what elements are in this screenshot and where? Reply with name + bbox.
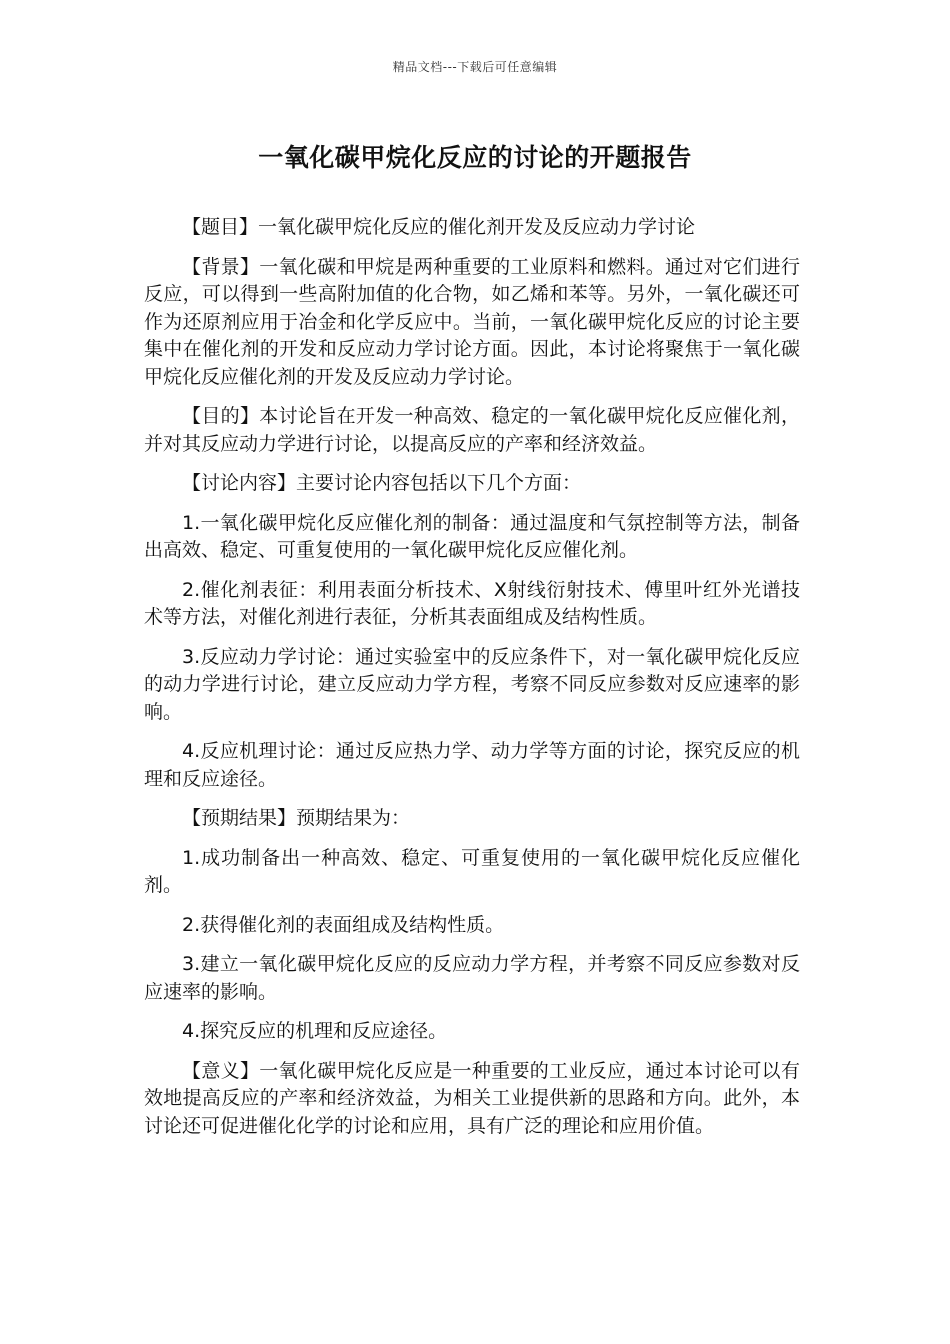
paragraph-expected-item-2: 2.获得催化剂的表面组成及结构性质。	[182, 913, 505, 936]
paragraph-background: 【背景】一氧化碳和甲烷是两种重要的工业原料和燃料。通过对它们进行反应，可以得到一些高附加值的化合物，如乙烯和苯等。另外，一氧化碳还可作为还原剂应用于冶金和化学反应中。当前，一氧化碳甲烷化反应的讨论主要集中在催化剂的开发和反应动力学讨论方面。因此，本讨论将聚焦于一氧化碳甲烷化反应催化剂的开发及反应动力学讨论。	[144, 255, 800, 388]
header-note: 精品文档---下载后可任意编辑	[392, 60, 558, 74]
document-title: 一氧化碳甲烷化反应的讨论的开题报告	[258, 143, 692, 172]
paragraph-content-item-1: 1.一氧化碳甲烷化反应催化剂的制备：通过温度和气氛控制等方法，制备出高效、稳定、可重复使用的一氧化碳甲烷化反应催化剂。	[144, 511, 800, 561]
document-body	[144, 214, 800, 1152]
paragraph-purpose: 【目的】本讨论旨在开发一种高效、稳定的一氧化碳甲烷化反应催化剂，并对其反应动力学进行讨论，以提高反应的产率和经济效益。	[144, 405, 800, 455]
paragraph-content-item-4: 4.反应机理讨论：通过反应热力学、动力学等方面的讨论，探究反应的机理和反应途径。	[144, 740, 800, 790]
paragraph-content-item-3: 3.反应动力学讨论：通过实验室中的反应条件下，对一氧化碳甲烷化反应的动力学进行讨论，建立反应动力学方程，考察不同反应参数对反应速率的影响。	[144, 645, 800, 723]
paragraph-expected-item-4: 4.探究反应的机理和反应途径。	[182, 1020, 448, 1042]
paragraph-topic: 【题目】一氧化碳甲烷化反应的催化剂开发及反应动力学讨论	[182, 216, 696, 238]
paragraph-significance: 【意义】一氧化碳甲烷化反应是一种重要的工业反应，通过本讨论可以有效地提高反应的产率和经济效益，为相关工业提供新的思路和方向。此外，本讨论还可促进催化化学的讨论和应用，具有广泛的理论和应用价值。	[144, 1059, 800, 1137]
paragraph-expected-intro: 【预期结果】预期结果为：	[182, 807, 411, 829]
paragraph-content-item-2: 2.催化剂表征：利用表面分析技术、X射线衍射技术、傅里叶红外光谱技术等方法，对催化剂进行表征，分析其表面组成及结构性质。	[144, 578, 800, 628]
paragraph-expected-item-1: 1.成功制备出一种高效、稳定、可重复使用的一氧化碳甲烷化反应催化剂。	[144, 846, 800, 896]
paragraph-expected-item-3: 3.建立一氧化碳甲烷化反应的反应动力学方程，并考察不同反应参数对反应速率的影响。	[144, 953, 800, 1003]
paragraph-content-intro: 【讨论内容】主要讨论内容包括以下几个方面：	[182, 472, 582, 494]
